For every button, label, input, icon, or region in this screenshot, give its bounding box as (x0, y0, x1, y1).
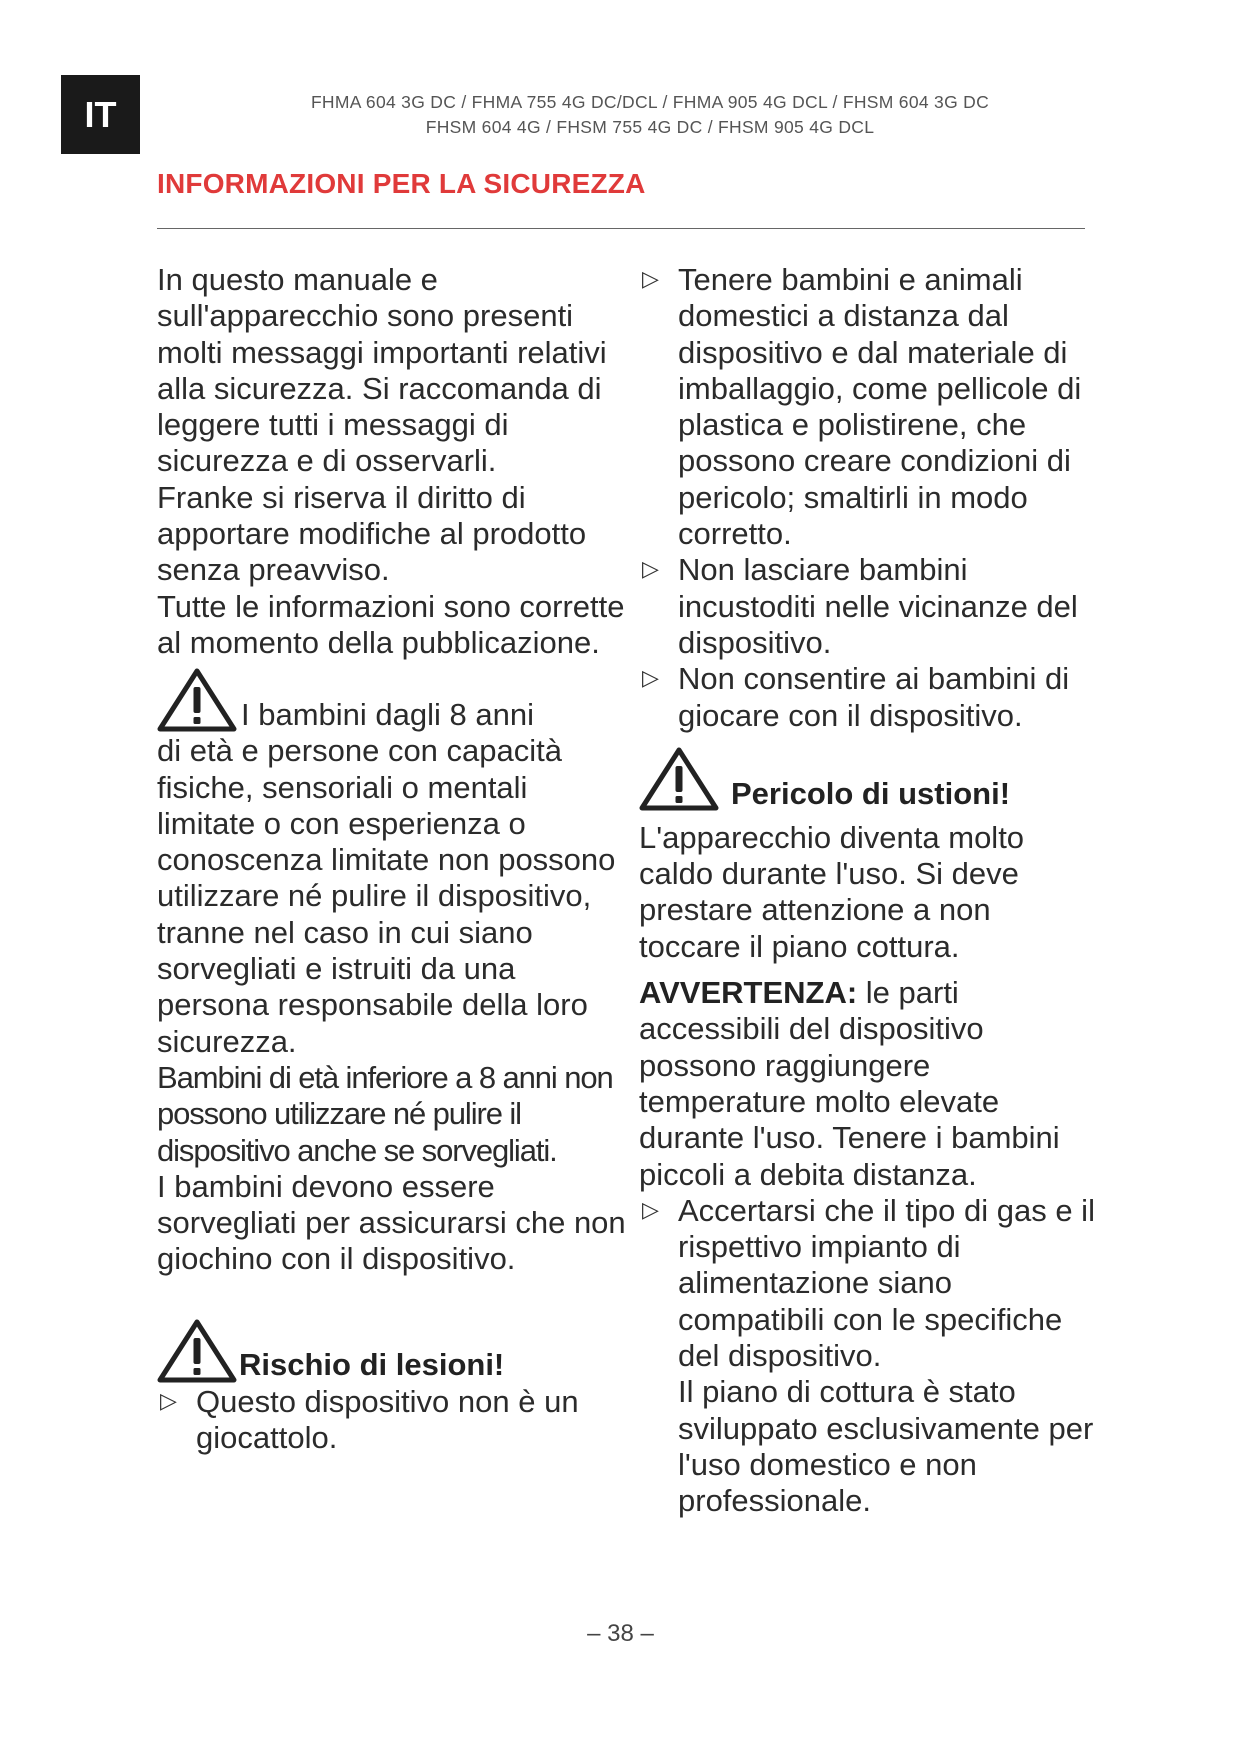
domestic-paragraph: Il piano di cottura è stato sviluppato esclusivamente per l'uso domestico e non professionale. (678, 1374, 1094, 1519)
bullet-triangle-icon: ▷ (642, 1196, 659, 1222)
warning-text: le parti accessibili del dispositivo possono raggiungere temperature molto elevate durante l'uso. Tenere i bambini piccoli a debita distanza. (639, 975, 1060, 1192)
warning-icon (157, 667, 237, 733)
children-lead: I bambini dagli 8 anni (241, 696, 534, 732)
supervise-paragraph: I bambini devono essere sorvegliati per assicurarsi che non giochino con il dispositivo. (157, 1168, 626, 1277)
right-column (639, 262, 1099, 1520)
gas-bullet (639, 1193, 1099, 1374)
language-tab: IT (61, 75, 140, 154)
page-number: – 38 – (587, 1620, 654, 1647)
left-column (157, 262, 627, 1456)
model-line-2: FHSM 604 4G / FHSM 755 4G DC / FHSM 905 4G DCL (425, 117, 875, 137)
injury-heading: Rischio di lesioni! (239, 1347, 505, 1383)
bullet-triangle-icon: ▷ (642, 266, 659, 291)
bullet-item (639, 262, 1099, 552)
injury-warning (157, 1318, 627, 1384)
children-paragraph: di età e persone con capacità fisiche, sensoriali o mentali limitate o con esperienza o conoscenza limitate non possono utilizzare né pulire il dispositivo, tranne nel caso in cui siano sorvegliati e istruiti da una persona responsabile della loro sicurezza. (157, 733, 616, 1059)
children-warning (157, 667, 627, 733)
info-paragraph: Tutte le informazioni sono corrette al momento della pubblicazione. (157, 588, 625, 660)
bullet-triangle-icon: ▷ (160, 1387, 177, 1413)
model-line-1: FHMA 604 3G DC / FHMA 755 4G DC/DCL / FHMA 905 4G DCL / FHSM 604 3G DC (310, 92, 990, 112)
bullet-text: Tenere bambini e animali domestici a distanza dal dispositivo e dal materiale di imballaggio, come pellicole di plastica e polistirene, che possono creare condizioni di pericolo; smaltirli in modo corretto. (678, 262, 1082, 552)
bullet-triangle-icon: ▷ (642, 665, 659, 691)
injury-bullet-text: Questo dispositivo non è un giocattolo. (196, 1383, 579, 1456)
franke-paragraph: Franke si riserva il diritto di apportare modifiche al prodotto senza preavviso. (157, 479, 587, 588)
model-list (150, 90, 1150, 140)
bullet-text: Non lasciare bambini incustoditi nelle vicinanze del dispositivo. (678, 552, 1078, 660)
burn-warning (639, 746, 1099, 812)
title-divider (157, 228, 1085, 229)
injury-bullet (157, 1384, 627, 1457)
warning-label: AVVERTENZA: (639, 975, 858, 1011)
bullet-item (639, 661, 1099, 734)
bullet-triangle-icon: ▷ (642, 556, 659, 582)
warning-icon (639, 746, 719, 812)
bullet-text: Non consentire ai bambini di giocare con il dispositivo. (678, 661, 1070, 733)
gas-bullet-text: Accertarsi che il tipo di gas e il rispettivo impianto di alimentazione siano compatibili con le specifiche del dispositivo. (678, 1192, 1095, 1374)
warning-icon (157, 1318, 237, 1384)
intro-paragraph: In questo manuale e sull'apparecchio sono presenti molti messaggi importanti relativi alla sicurezza. Si raccomanda di leggere tutti i messaggi di sicurezza e di osservarli. (157, 262, 607, 479)
warning-paragraph (639, 975, 1099, 1193)
section-title: INFORMAZIONI PER LA SICUREZZA (157, 168, 646, 199)
bullet-item (639, 552, 1099, 661)
burn-heading: Pericolo di ustioni! (731, 775, 1011, 811)
under8-paragraph: Bambini di età inferiore a 8 anni non possono utilizzare né pulire il dispositivo anche se sorvegliati. (157, 1059, 613, 1168)
burn-paragraph: L'apparecchio diventa molto caldo durante l'uso. Si deve prestare attenzione a non toccare il piano cottura. (639, 819, 1025, 964)
